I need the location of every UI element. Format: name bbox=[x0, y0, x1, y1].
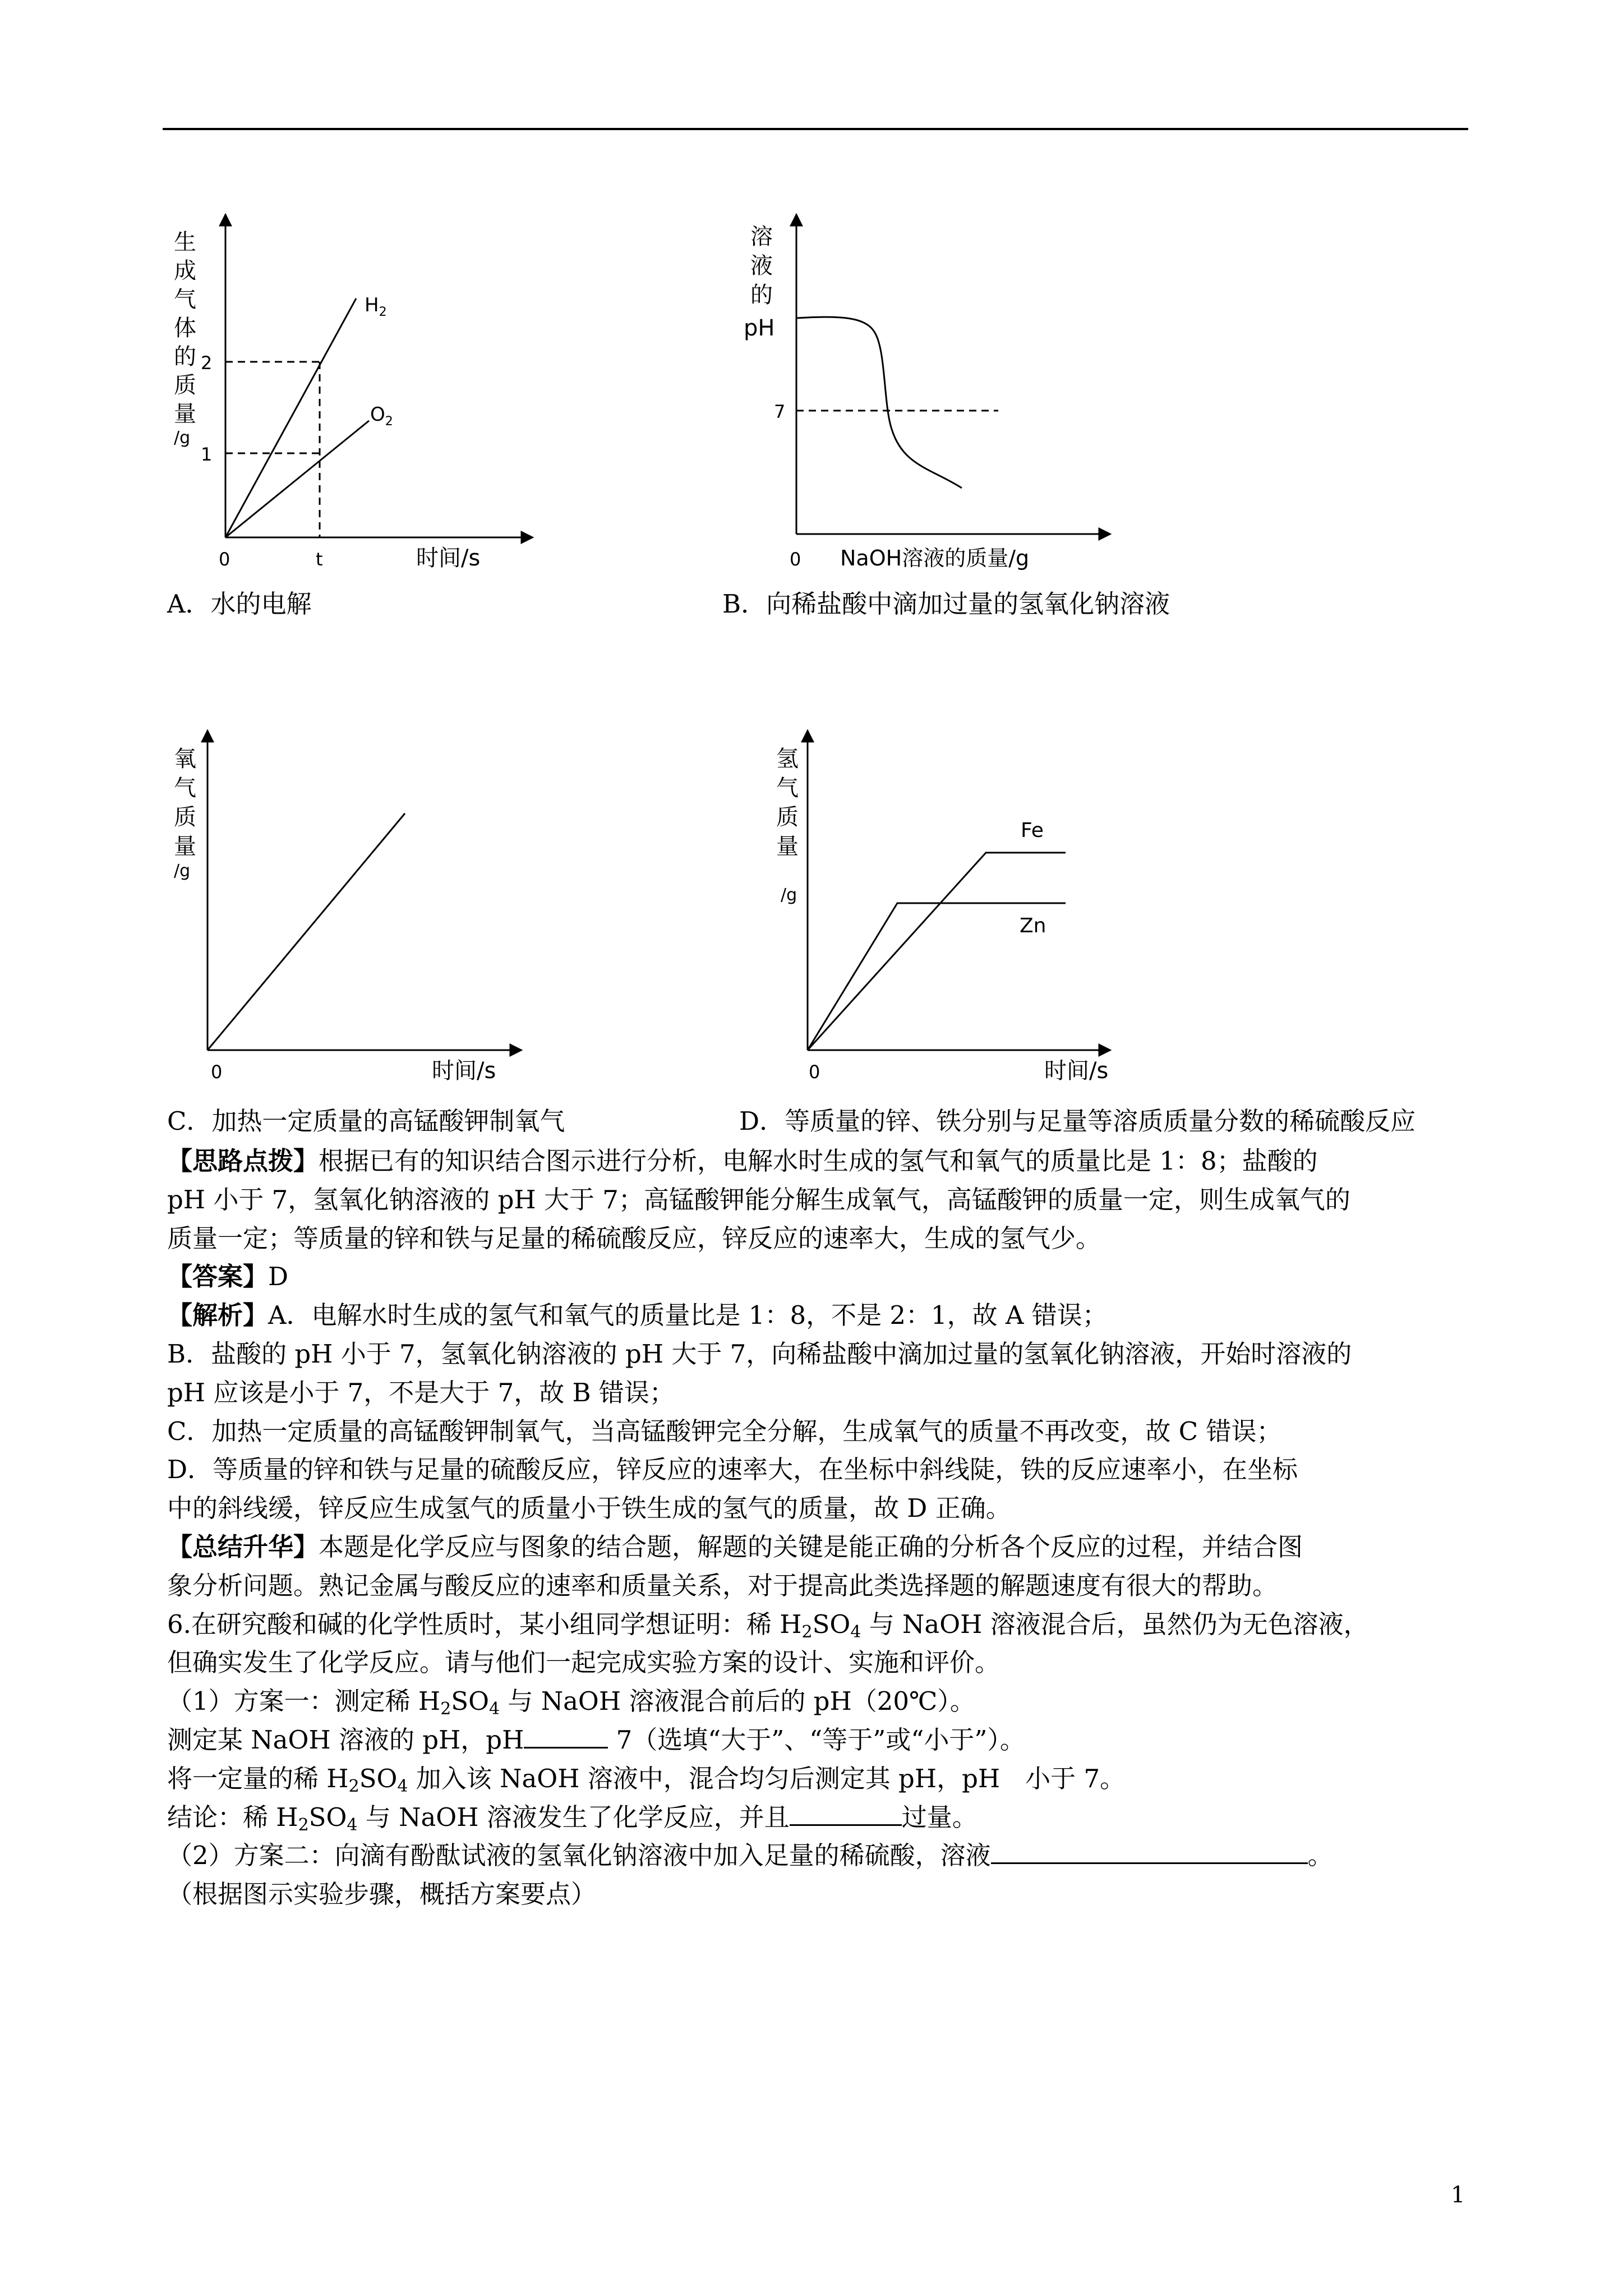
solution-text bbox=[167, 1142, 1474, 1914]
q6-line: （1）方案一：测定稀 $H_2SO_4$ 与 NaOH 溶液混合前后的 pH（20℃）。 bbox=[167, 1686, 975, 1719]
chart-d-hydrogen bbox=[751, 724, 1155, 1099]
y-label-char: 体 bbox=[174, 315, 196, 341]
answer-title: 【答案】 bbox=[167, 1262, 269, 1292]
x-label: 时间/s bbox=[1044, 1058, 1109, 1084]
h2-label: $H_2$ bbox=[365, 294, 387, 319]
analysis-line: 中的斜线缓，锌反应生成氢气的质量小于铁生成的氢气的质量，故 D 正确。 bbox=[167, 1493, 1011, 1524]
y-label-char: 液 bbox=[750, 253, 773, 279]
answer-blank[interactable] bbox=[524, 1723, 608, 1749]
y-label-char: 的 bbox=[174, 344, 196, 370]
hint-line: 【思路点拨】根据已有的知识结合图示进行分析，电解水时生成的氢气和氧气的质量比是 1：8；盐酸的 bbox=[167, 1146, 1318, 1176]
analysis-title: 【解析】 bbox=[167, 1300, 269, 1331]
caption-b: B．向稀盐酸中滴加过量的氢氧化钠溶液 bbox=[722, 589, 1170, 619]
x-label: NaOH溶液的质量/g bbox=[840, 546, 1030, 570]
chart-d-y-label bbox=[776, 746, 799, 905]
o2-line bbox=[225, 421, 369, 537]
y-label-unit: /g bbox=[781, 885, 797, 905]
y-label-char: 气 bbox=[776, 775, 799, 801]
y-label-char: 质 bbox=[776, 804, 799, 830]
origin: 0 bbox=[790, 549, 801, 570]
y-label-char: 溶 bbox=[750, 224, 773, 250]
header-rule bbox=[163, 128, 1468, 130]
analysis-line: D．等质量的锌和铁与足量的硫酸反应，锌反应的速率大，在坐标中斜线陡，铁的反应速率小，在坐标 bbox=[167, 1455, 1298, 1485]
fe-label: Fe bbox=[1021, 819, 1044, 842]
analysis-line: B．盐酸的 pH 小于 7，氢氧化钠溶液的 pH 大于 7，向稀盐酸中滴加过量的氢氧化钠溶液，开始时溶液的 bbox=[167, 1338, 1352, 1369]
caption-c: C．加热一定质量的高锰酸钾制氧气 bbox=[167, 1106, 565, 1136]
chart-a-water-electrolysis bbox=[163, 202, 566, 583]
origin: 0 bbox=[211, 1061, 223, 1083]
q6-line: 但确实发生了化学反应。请与他们一起完成实验方案的设计、实施和评价。 bbox=[167, 1648, 1000, 1678]
answer-blank[interactable] bbox=[991, 1839, 1308, 1864]
tick-1: 1 bbox=[201, 444, 213, 465]
y-label-char: 氧 bbox=[174, 746, 196, 772]
y-label-char: 质 bbox=[174, 804, 196, 830]
analysis-line: 【解析】A．电解水时生成的氢气和氧气的质量比是 1：8，不是 2：1，故 A 错误； bbox=[167, 1300, 1108, 1331]
answer-blank[interactable] bbox=[790, 1801, 902, 1826]
q6-line: （根据图示实验步骤，概括方案要点） bbox=[167, 1879, 597, 1910]
caption-a: A．水的电解 bbox=[167, 589, 312, 619]
x-label: 时间/s bbox=[432, 1058, 496, 1084]
hint-title: 【思路点拨】 bbox=[167, 1146, 319, 1176]
y-label-char: 氢 bbox=[776, 746, 799, 772]
h2-line bbox=[225, 298, 356, 537]
q6-line: （2）方案二：向滴有酚酞试液的氢氧化钠溶液中加入足量的稀硫酸，溶液 。 bbox=[167, 1837, 1474, 1875]
q6-line: 结论：稀 $H_2SO_4$ 与 NaOH 溶液发生了化学反应，并且 过量。 bbox=[167, 1798, 1474, 1837]
analysis-line: C．加热一定质量的高锰酸钾制氧气，当高锰酸钾完全分解，生成氧气的质量不再改变，故 C 错误； bbox=[167, 1416, 1282, 1446]
y-label-char: 量 bbox=[776, 834, 799, 859]
q6-line: 将一定量的稀 $H_2SO_4$ 加入该 NaOH 溶液中，混合均匀后测定其 pH，pH 小于 7。 bbox=[167, 1763, 1126, 1796]
chart-c-oxygen bbox=[163, 724, 566, 1099]
chart-b-ph-curve bbox=[723, 202, 1150, 583]
y-label-char: 质 bbox=[174, 372, 196, 398]
caption-d: D．等质量的锌、铁分别与足量等溶质质量分数的稀硫酸反应 bbox=[739, 1106, 1416, 1136]
q6-line: 6.在研究酸和碱的化学性质时，某小组同学想证明：稀 $H_2SO_4$ 与 NaOH 溶液混合后，虽然仍为无色溶液， bbox=[167, 1609, 1369, 1642]
y-label-char: 气 bbox=[174, 775, 196, 801]
page-number: 1 bbox=[1451, 2182, 1465, 2208]
y-label-char: 量 bbox=[174, 834, 196, 859]
y-label-unit: /g bbox=[174, 428, 191, 448]
summary-title: 【总结升华】 bbox=[167, 1531, 319, 1562]
y-label-unit: /g bbox=[174, 861, 191, 881]
ph-curve bbox=[796, 317, 962, 488]
oxygen-line bbox=[208, 813, 405, 1050]
q6-line: 测定某 NaOH 溶液的 pH，pH 7（选填“大于”、“等于”或“小于”）。 bbox=[167, 1721, 1474, 1760]
tick-2: 2 bbox=[201, 352, 213, 374]
summary-line: 象分析问题。熟记金属与酸反应的速率和质量关系，对于提高此类选择题的解题速度有很大的帮助。 bbox=[167, 1570, 1278, 1600]
zn-label: Zn bbox=[1020, 914, 1046, 937]
y-label-char: 生 bbox=[174, 229, 196, 255]
y-label-char: 的 bbox=[750, 282, 773, 308]
hint-line: pH 小于 7，氢氧化钠溶液的 pH 大于 7；高锰酸钾能分解生成氧气，高锰酸钾的质量一定，则生成氧气的 bbox=[167, 1184, 1350, 1214]
y-label-char: 成 bbox=[174, 258, 196, 284]
chart-b-y-label bbox=[744, 224, 774, 341]
chart-c-y-label bbox=[174, 746, 196, 881]
chart-a-y-label bbox=[174, 229, 196, 448]
hint-line: 质量一定；等质量的锌和铁与足量的稀硫酸反应，锌反应的速率大，生成的氢气少。 bbox=[167, 1223, 1101, 1253]
tick-7: 7 bbox=[774, 401, 786, 422]
origin: 0 bbox=[219, 549, 230, 570]
fe-line bbox=[808, 853, 1066, 1050]
analysis-line: pH 应该是小于 7，不是大于 7，故 B 错误； bbox=[167, 1377, 675, 1407]
y-label-char: 量 bbox=[174, 401, 196, 427]
tick-t: t bbox=[316, 549, 323, 570]
y-label-char: 气 bbox=[174, 287, 196, 312]
answer: D bbox=[268, 1262, 289, 1292]
y-label-char: pH bbox=[744, 315, 775, 341]
x-label: 时间/s bbox=[416, 545, 481, 571]
o2-label: $O_2$ bbox=[370, 403, 393, 429]
origin: 0 bbox=[809, 1061, 820, 1083]
summary-line: 【总结升华】本题是化学反应与图象的结合题，解题的关键是能正确的分析各个反应的过程，并结合图 bbox=[167, 1531, 1303, 1562]
answer-line bbox=[167, 1258, 1474, 1296]
